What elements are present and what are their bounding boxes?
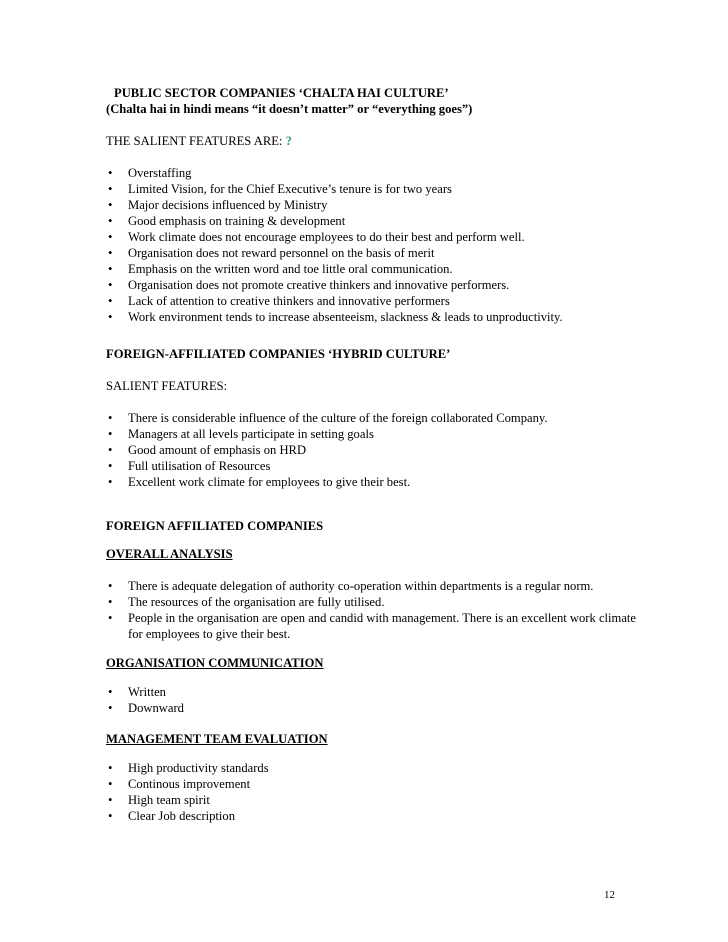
list-item: • Work environment tends to increase absenteeism, slackness & leads to unproductivity. — [106, 309, 646, 325]
management-team-evaluation-heading: MANAGEMENT TEAM EVALUATION — [106, 732, 328, 746]
list-item: • Excellent work climate for employees to give their best. — [106, 474, 646, 490]
section-title-hybrid-culture: FOREIGN-AFFILIATED COMPANIES ‘HYBRID CULTURE’ — [106, 347, 451, 361]
salient-features-heading — [106, 133, 646, 149]
list-item: • Full utilisation of Resources — [106, 458, 646, 474]
list-item: • People in the organisation are open and candid with management. There is an excellent work climate for employees to give their best. — [106, 610, 636, 642]
list-item: • High team spirit — [106, 792, 646, 808]
section-subtitle-chalta-hai: (Chalta hai in hindi means “it doesn’t matter” or “everything goes”) — [106, 102, 473, 116]
question-mark-glyph: ? — [285, 134, 292, 148]
list-item: • There is considerable influence of the culture of the foreign collaborated Company. — [106, 410, 646, 426]
overall-analysis-heading: OVERALL ANALYSIS — [106, 547, 233, 561]
list-item: • There is adequate delegation of authority co-operation within departments is a regular norm. — [106, 578, 636, 594]
list-item: • Emphasis on the written word and toe little oral communication. — [106, 261, 646, 277]
list-item: • Limited Vision, for the Chief Executive’s tenure is for two years — [106, 181, 646, 197]
list-item: • High productivity standards — [106, 760, 646, 776]
list-item: • Lack of attention to creative thinkers and innovative performers — [106, 293, 646, 309]
list-item: • Managers at all levels participate in setting goals — [106, 426, 646, 442]
hybrid-culture-feature-list — [106, 410, 646, 490]
public-sector-feature-list — [106, 165, 646, 325]
list-item: • Organisation does not promote creative thinkers and innovative performers. — [106, 277, 646, 293]
list-item: • Good amount of emphasis on HRD — [106, 442, 646, 458]
organisation-communication-heading: ORGANISATION COMMUNICATION — [106, 656, 324, 670]
list-item: • Downward — [106, 700, 646, 716]
list-item: • Continous improvement — [106, 776, 646, 792]
section-title-foreign-affiliated: FOREIGN AFFILIATED COMPANIES — [106, 519, 324, 533]
list-item: • Overstaffing — [106, 165, 646, 181]
salient-features-label: THE SALIENT FEATURES ARE: — [106, 134, 283, 148]
list-item: • Major decisions influenced by Ministry — [106, 197, 646, 213]
page-number: 12 — [604, 889, 615, 901]
section-title-public-sector: PUBLIC SECTOR COMPANIES ‘CHALTA HAI CULTURE’ — [114, 86, 449, 100]
list-item: • Clear Job description — [106, 808, 646, 824]
salient-features-heading-2: SALIENT FEATURES: — [106, 379, 228, 393]
overall-analysis-list — [106, 578, 636, 642]
list-item: • Work climate does not encourage employees to do their best and perform well. — [106, 229, 646, 245]
organisation-communication-list — [106, 684, 646, 716]
list-item: • The resources of the organisation are fully utilised. — [106, 594, 636, 610]
list-item: • Good emphasis on training & development — [106, 213, 646, 229]
list-item: • Organisation does not reward personnel on the basis of merit — [106, 245, 646, 261]
list-item: • Written — [106, 684, 646, 700]
management-team-evaluation-list — [106, 760, 646, 824]
